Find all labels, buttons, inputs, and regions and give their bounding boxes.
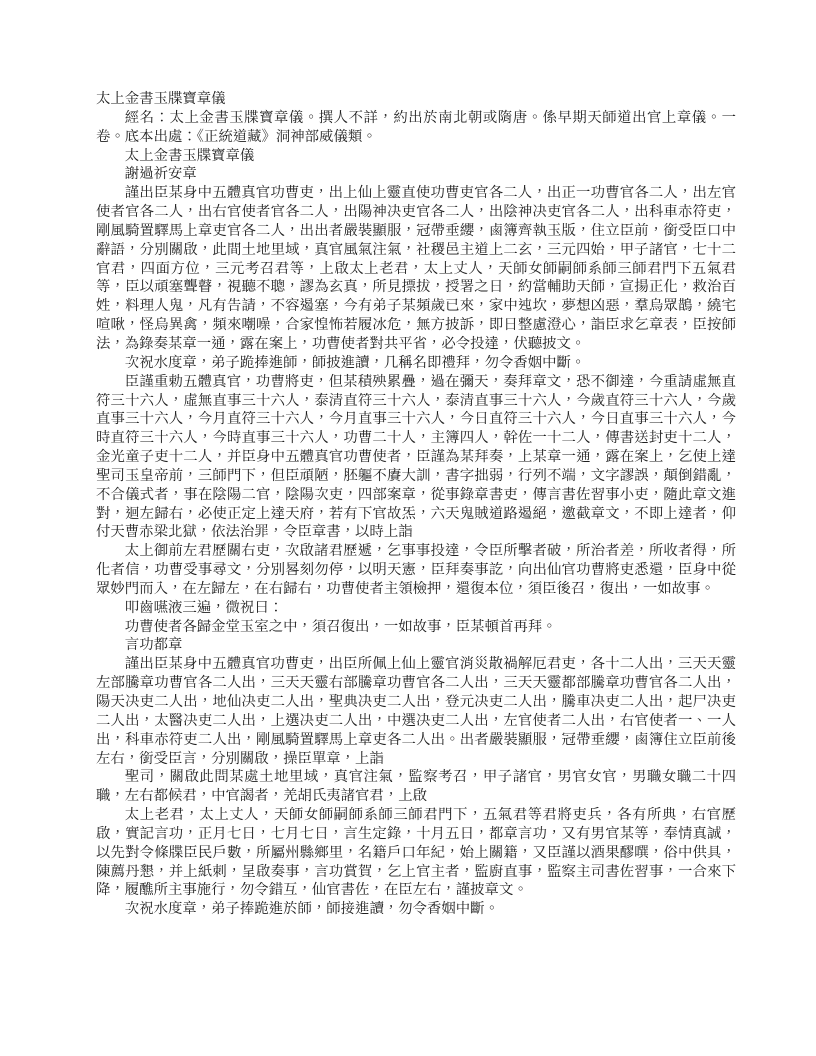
body-paragraph: 功曹使者各歸金堂玉室之中，須召復出，一如故事，臣某頓首再拜。 <box>124 618 557 635</box>
section-heading-xieguo-qian: 謝過祈安章 <box>124 166 197 183</box>
body-paragraph: 聖司，關啟此問某處土地里域，真官注氣，監察考召，甲子諸官，男官女官，男職女職二十四職，左右都候君，中官謁者，羌胡氏夷諸官君，上啟 <box>96 769 736 805</box>
section-heading-yangong-du: 言功都章 <box>124 637 183 654</box>
document-title: 太上金書玉牒寶章儀 <box>96 91 226 107</box>
body-paragraph: 謹出臣某身中五體真官功曹吏，出臣所佩上仙上靈官消災散禍解厄君吏，各十二人出，三天天靈左部騰章功曹官各二人出，三天天靈右部騰章功曹官各二人出，三天天靈都部騰章功曹官各二人出，陽天决吏二人出，地仙决吏二人出，聖典决吏二人出，登元决吏二人出，騰車决吏二人出，起尸决吏二人出，太醫决吏二人出，上選决吏二人出，中選决吏二人出，左官使者二人出，右官使者一、一人出，科車赤符吏二人出，剛風騎置驛馬上章吏各二人出。出者嚴裝顯服，冠帶垂纓，鹵簿住立臣前後左右，銜受臣言，分別關啟，操臣單章，上詣 <box>96 656 736 767</box>
body-paragraph: 臣謹重勅五體真官，功曹將吏，但某積殃累疊，過在彌天，奏拜章文，恐不御達，今重請虛無直符三十六人，虛無直事三十六人，泰清直符三十六人，泰清直事三十六人，今歲直符三十六人，今歲直事三十六人，今月直符三十六人，今月直事三十六人，今日直符三十六人，今日直事三十六人，今時直符三十六人，今時直事三十六人，功曹二十人，主簿四人，幹佐一十二人，傳書送封吏十二人，金光童子吏十二人，并臣身中五體真官功曹使者，臣謹為某拜奏，上某章一通，露在案上，乞使上達聖司玉皇帝前，三師門下，但臣頑陋，胚軀不賡大訓，書字拙弱，行列不端，文字謬誤，顛倒錯亂，不合儀式者，事在陰陽二官，陰陽次吏，四部案章，從事錄章書吏，傳言書佐習事小吏，隨此章文進對，迴左歸右，必使正定上達天府，若有下官故炁，六天鬼賊道路遏絕，邀截章文，不即上達者，仰付天曹赤梁北獄，依法治罪，令臣章書，以時上詣 <box>96 373 736 541</box>
document-body <box>96 90 736 919</box>
rubric-paragraph: 次祝水度章，弟子跪捧進師，師披進讀，几稱名即禮拜，勿令香姻中斷。 <box>124 354 586 371</box>
inner-title: 太上金書玉牒寶章儀 <box>124 147 255 164</box>
body-paragraph: 太上老君，太上丈人，天師女師嗣師系師三師君門下，五氣君等君將吏兵，各有所典，右官歷啟，實記言功，正月七日，七月七日，言生定錄，十月五日，都章言功，又有男官某等，奉情真誠，以先對令條牒臣民戶數，所屬州縣鄉里，名籍戶口年紀，始上關籍，又臣謹以酒果醪噀，俗中供具，陳薦丹懇，并上紙刺，呈啟奏事，言功賞賀，乞上官主者，監廚直事，監察主司書佐習事，一合來下降，履醮所主事施行，勿令錯互，仙官書佐，在臣左右，謹披章文。 <box>96 807 736 899</box>
colophon: 經名：太上金書玉牒寶章儀。撰人不詳，約出於南北朝或隋唐。係早期天師道出官上章儀。一卷。底本出處：《正統道藏》洞神部威儀類。 <box>96 109 736 145</box>
rubric-paragraph: 叩齒嚥液三遍，微祝曰： <box>124 599 284 616</box>
body-paragraph: 謹出臣某身中五體真官功曹吏，出上仙上靈直使功曹吏官各二人，出正一功曹官各二人，出左官使者官各二人，出右官使者官各二人，出陽神决吏官各二人，出陰神决吏官各二人，出科車赤符吏，剛風騎置驛馬上章吏官各二人，出出者嚴裝顯服，冠帶垂纓，鹵簿齊執玉版，住立臣前，銜受臣口中辭語，分別關啟，此間土地里域，真官風氣注氣，社稷邑主道上二玄，三元四始，甲子諸官，七十二官君，四面方位，三元考召君等，上啟太上老君，太上丈人，天師女師嗣師系師三師君門下五氣君等，臣以頑塞聾瞽，視聽不聰，謬為玄真，所見摽拔，授署之日，約當輔助天師，宣揚正化，救治百姓，料理人鬼，凡有告請，不容遏塞，今有弟子某頻歲已來，家中迍坎，夢想凶惡，羣烏眾鵲，繞宅喧啾，怪烏異禽，頻來嘲噪，合家惶怖若履冰危，無方披訴，即日整慮澄心，詣臣求乞章表，臣按師法，為錄奏某章一通，露在案上，功曹使者對共平省，必令投達，伏聽披文。 <box>96 185 736 352</box>
rubric-paragraph: 次祝水度章，弟子捧跪進於師，師接進讀，勿令香姻中斷。 <box>124 901 499 918</box>
body-paragraph: 太上御前左君歷關右吏，次啟諸君歷遞，乞事事投達，令臣所擊者破，所治者差，所收者得，所化者信，功曹受事尋文，分別晷刻勿停，以明天憲，臣拜奏事訖，向出仙官功曹將吏悉還，臣身中從眾妙門而入，在左歸左，在右歸右，功曹使者主領檢押，還復本位，須臣後召，復出，一如故事。 <box>96 543 736 597</box>
